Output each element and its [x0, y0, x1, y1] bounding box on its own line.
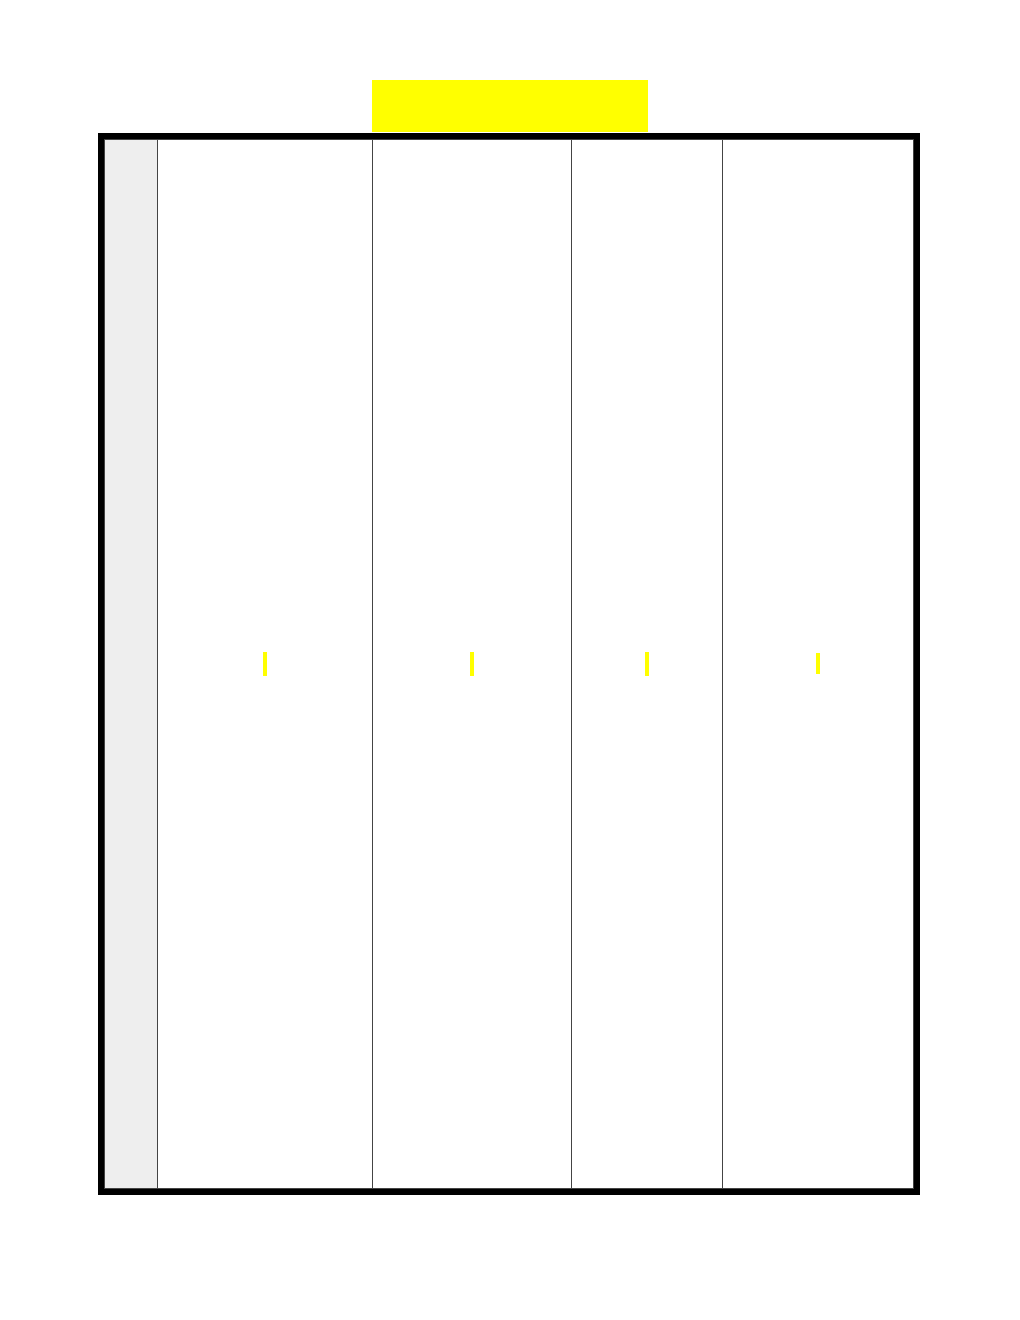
table-header-row: [105, 140, 913, 1188]
header-infinitive-label: [263, 652, 267, 676]
header-number-cell: [105, 140, 157, 1188]
header-pp-label: [645, 652, 649, 676]
verbs-table-frame: [98, 133, 920, 1195]
header-past-label: [470, 652, 474, 676]
header-infinitive: [158, 140, 372, 1188]
header-meaning: [723, 140, 913, 1188]
page-title: [372, 80, 648, 132]
header-pp: [572, 140, 722, 1188]
header-past: [373, 140, 571, 1188]
verbs-table: [104, 139, 914, 1189]
header-meaning-label: [816, 653, 820, 674]
